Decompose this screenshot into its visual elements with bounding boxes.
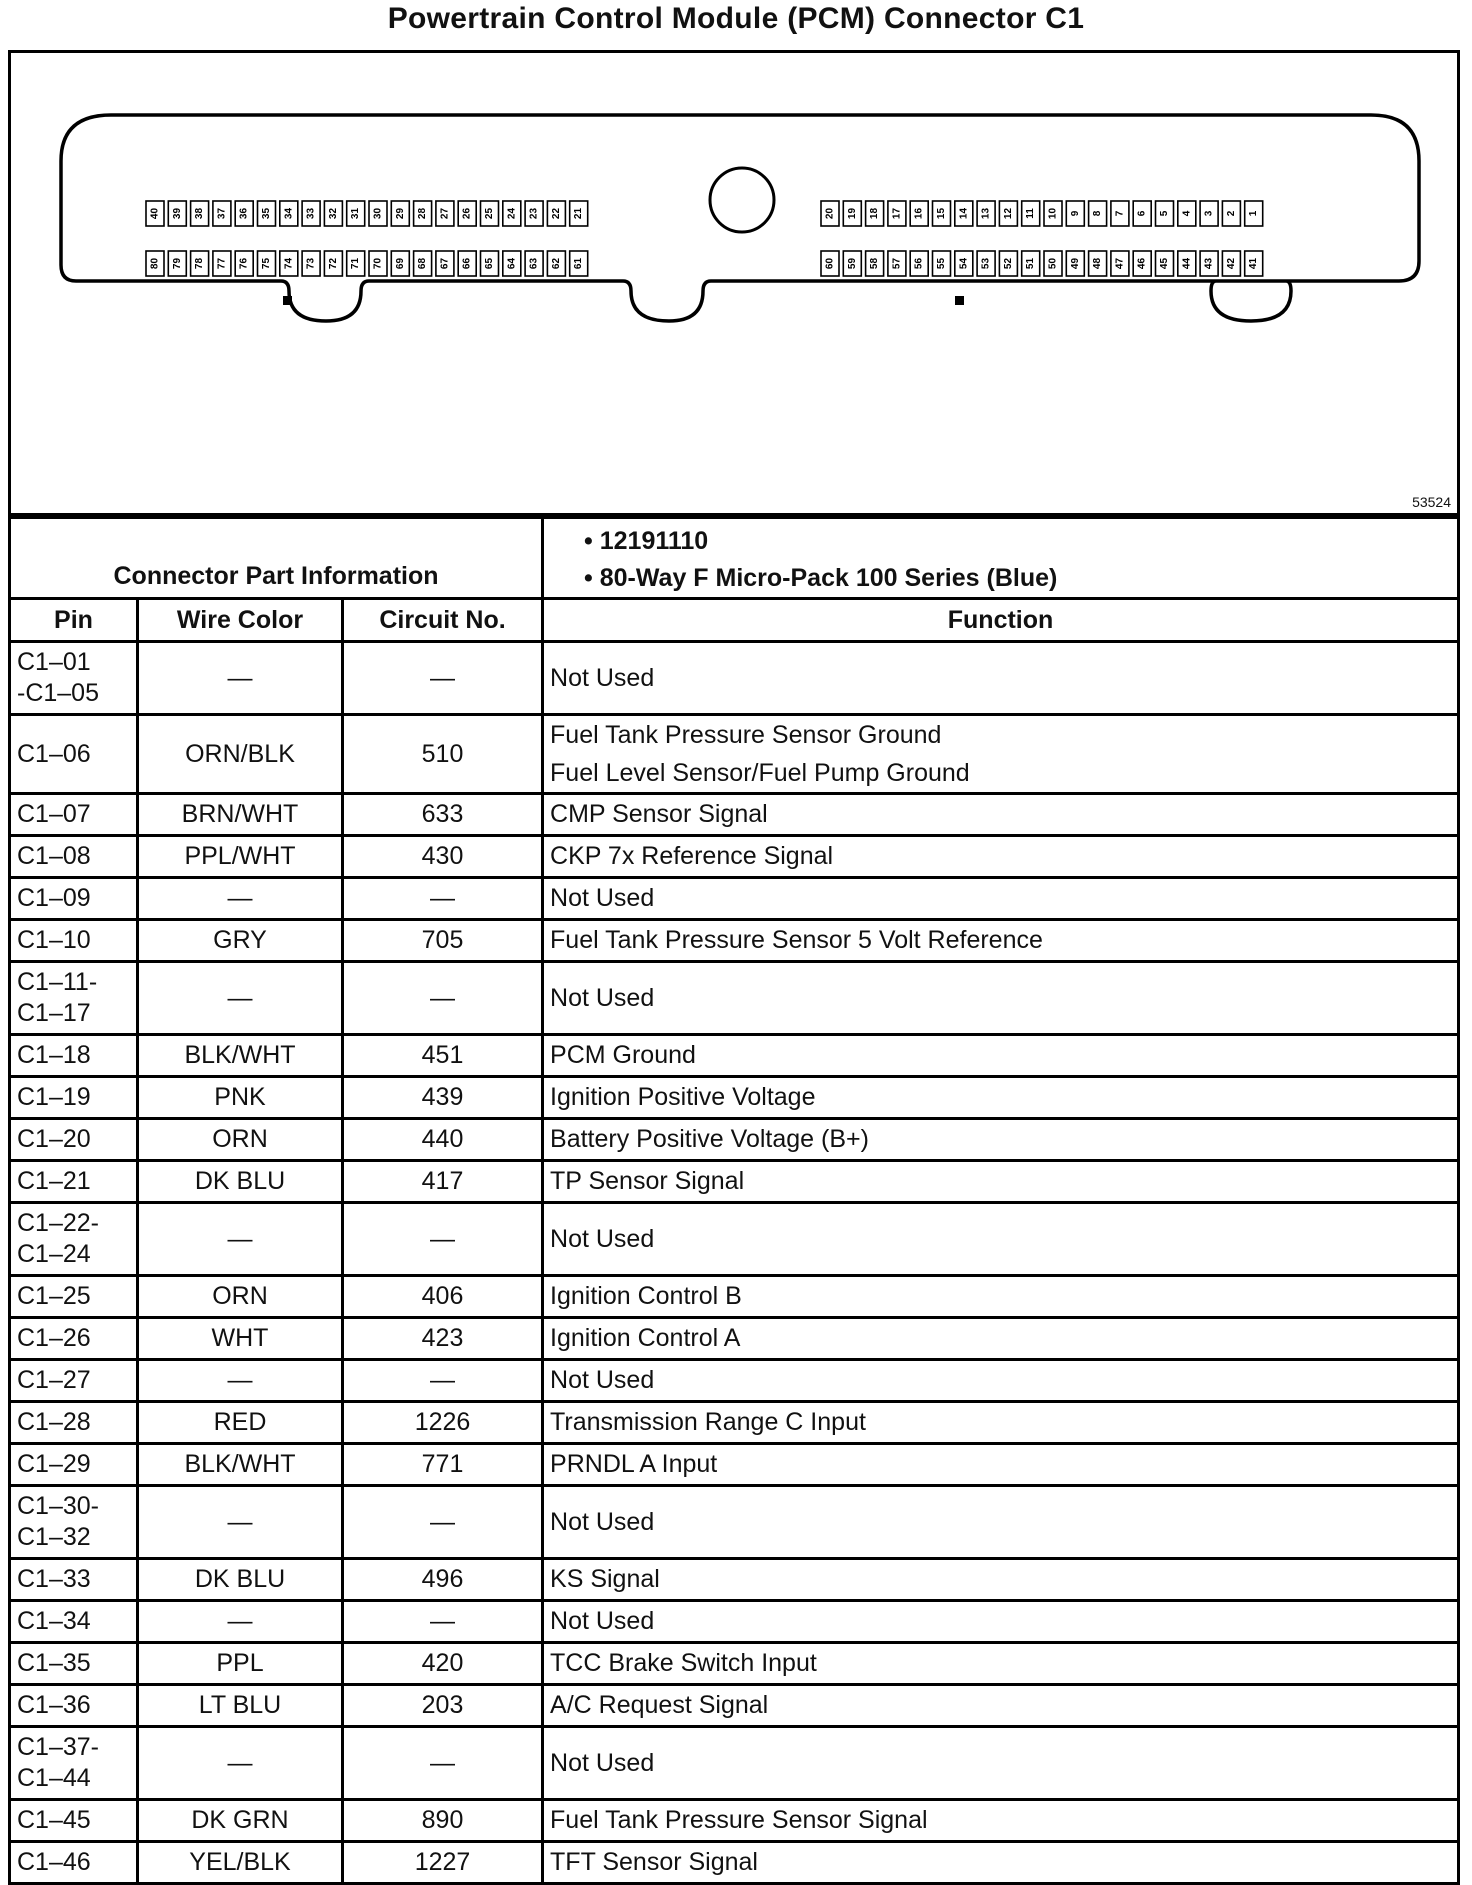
circuit-no-cell: 417 <box>343 1161 543 1203</box>
table-row <box>10 1486 1459 1559</box>
pin-cell <box>10 1077 138 1119</box>
pin-number: 64 <box>506 257 518 270</box>
table-row <box>10 642 1459 715</box>
function-line: Ignition Positive Voltage <box>550 1083 816 1111</box>
pin-label: C1–35 <box>17 1649 91 1677</box>
pin-number: 16 <box>913 207 925 220</box>
pin-label: C1–28 <box>17 1408 91 1436</box>
table-row <box>10 1035 1459 1077</box>
pin-cell <box>10 1402 138 1444</box>
pin-number: 26 <box>461 207 473 220</box>
key-mark-right <box>955 296 964 305</box>
pin-number: 41 <box>1248 257 1260 270</box>
pin-number: 38 <box>194 207 206 220</box>
key-mark-left <box>283 296 292 305</box>
function-line: Not Used <box>550 1366 655 1394</box>
pin-number: 70 <box>372 257 384 270</box>
circuit-no-cell: — <box>343 1727 543 1800</box>
pin-label: C1–45 <box>17 1806 91 1834</box>
pin-number: 20 <box>824 207 836 220</box>
pin-label: C1–25 <box>17 1282 91 1310</box>
part-number: • 12191110 <box>584 527 709 555</box>
wire-color-cell: PPL <box>138 1643 343 1685</box>
pin-label: C1–32 <box>17 1523 91 1551</box>
part-description: • 80-Way F Micro-Pack 100 Series (Blue) <box>584 564 1058 592</box>
pin-number: 69 <box>394 257 406 270</box>
pin-number: 48 <box>1092 257 1104 270</box>
wire-color-cell: — <box>138 1360 343 1402</box>
pin-cell <box>10 1486 138 1559</box>
pin-number: 35 <box>261 207 272 220</box>
part-info-list <box>543 518 1459 599</box>
pin-cell <box>10 836 138 878</box>
pin-number: 67 <box>439 257 451 270</box>
function-cell <box>543 1559 1459 1601</box>
pin-number: 77 <box>216 257 228 270</box>
function-line: KS Signal <box>550 1565 660 1593</box>
pin-number: 33 <box>305 207 317 220</box>
circuit-no-cell: 420 <box>343 1643 543 1685</box>
pin-number: 7 <box>1114 210 1126 217</box>
pin-number: 6 <box>1136 210 1148 217</box>
function-line: PCM Ground <box>550 1041 696 1069</box>
pin-cell <box>10 794 138 836</box>
pin-number: 25 <box>484 207 495 220</box>
table-row <box>10 1685 1459 1727</box>
pin-number: 21 <box>573 207 585 220</box>
pin-number: 45 <box>1159 257 1170 270</box>
function-cell <box>543 1842 1459 1884</box>
function-line: Transmission Range C Input <box>550 1408 866 1436</box>
function-line: Battery Positive Voltage (B+) <box>550 1125 869 1153</box>
pin-number: 51 <box>1025 257 1037 270</box>
pin-label: C1–27 <box>17 1366 91 1394</box>
function-cell <box>543 1161 1459 1203</box>
function-cell <box>543 1486 1459 1559</box>
function-line: Not Used <box>550 983 655 1012</box>
pin-table <box>8 516 1460 1885</box>
function-line: Not Used <box>550 663 655 692</box>
function-line: CKP 7x Reference Signal <box>550 842 834 870</box>
circuit-no-cell: 1226 <box>343 1402 543 1444</box>
pin-label: C1–17 <box>17 999 91 1027</box>
pin-cell <box>10 920 138 962</box>
table-row <box>10 878 1459 920</box>
pin-number: 59 <box>846 257 858 270</box>
table-row <box>10 715 1459 794</box>
pin-cell <box>10 1685 138 1727</box>
circuit-no-cell: 439 <box>343 1077 543 1119</box>
pin-number: 13 <box>980 207 992 220</box>
wire-color-cell: — <box>138 962 343 1035</box>
wire-color-cell: BLK/WHT <box>138 1035 343 1077</box>
table-row <box>10 1161 1459 1203</box>
pin-cell <box>10 878 138 920</box>
pin-label: C1–11- <box>17 968 98 996</box>
pin-label: C1–33 <box>17 1565 91 1593</box>
function-cell <box>543 1601 1459 1643</box>
pin-number: 11 <box>1025 208 1037 219</box>
pin-number: 49 <box>1069 257 1081 270</box>
wire-color-cell: GRY <box>138 920 343 962</box>
table-row <box>10 1601 1459 1643</box>
pin-number: 5 <box>1159 210 1170 217</box>
function-line: Not Used <box>550 1607 655 1635</box>
circuit-no-cell: 705 <box>343 920 543 962</box>
header-circuit-no: Circuit No. <box>343 599 543 642</box>
pin-number: 37 <box>216 207 228 220</box>
pin-cell <box>10 1800 138 1842</box>
pin-number: 39 <box>171 207 183 220</box>
table-row <box>10 1119 1459 1161</box>
pin-number: 42 <box>1225 257 1237 270</box>
pin-cell <box>10 1842 138 1884</box>
pin-cell <box>10 1643 138 1685</box>
pin-label: C1–36 <box>17 1691 91 1719</box>
table-row <box>10 1800 1459 1842</box>
pin-number: 50 <box>1047 257 1059 270</box>
pin-number: 74 <box>283 257 295 270</box>
wire-color-cell: WHT <box>138 1318 343 1360</box>
circuit-no-cell: 890 <box>343 1800 543 1842</box>
wire-color-cell: DK GRN <box>138 1800 343 1842</box>
function-line: Not Used <box>550 884 655 912</box>
table-row <box>10 1360 1459 1402</box>
wire-color-cell: YEL/BLK <box>138 1842 343 1884</box>
circuit-no-cell: — <box>343 962 543 1035</box>
circuit-no-cell: 430 <box>343 836 543 878</box>
function-line: A/C Request Signal <box>550 1691 769 1719</box>
table-row <box>10 1842 1459 1884</box>
pin-number: 14 <box>958 207 970 220</box>
wire-color-cell: — <box>138 642 343 715</box>
pin-cell <box>10 1318 138 1360</box>
pin-label: C1–24 <box>17 1240 91 1268</box>
function-line: TCC Brake Switch Input <box>550 1649 817 1677</box>
pin-number: 29 <box>394 207 406 220</box>
pin-number: 72 <box>327 257 339 270</box>
pin-number: 55 <box>936 257 947 270</box>
circuit-no-cell: — <box>343 1601 543 1643</box>
pin-label: C1–10 <box>17 926 91 954</box>
function-cell <box>543 1276 1459 1318</box>
wire-color-cell: ORN <box>138 1119 343 1161</box>
table-row <box>10 1276 1459 1318</box>
pin-number: 44 <box>1181 257 1193 270</box>
pin-cell <box>10 1559 138 1601</box>
wire-color-cell: — <box>138 878 343 920</box>
pin-cell <box>10 1601 138 1643</box>
wire-color-cell: ORN <box>138 1276 343 1318</box>
pin-number: 61 <box>573 257 585 270</box>
pin-number: 62 <box>550 257 562 270</box>
function-cell <box>543 1318 1459 1360</box>
pin-number: 1 <box>1248 210 1260 217</box>
pin-label: C1–09 <box>17 884 91 912</box>
function-cell <box>543 1402 1459 1444</box>
pin-number: 18 <box>869 207 881 220</box>
header-pin: Pin <box>10 599 138 642</box>
pin-cell <box>10 715 138 794</box>
pin-cell <box>10 642 138 715</box>
pin-number: 46 <box>1136 257 1148 270</box>
pin-number: 32 <box>327 207 339 220</box>
pin-number: 68 <box>417 257 429 270</box>
table-row <box>10 794 1459 836</box>
pin-label: C1–26 <box>17 1324 91 1352</box>
pin-number: 2 <box>1225 210 1237 217</box>
pin-number: 3 <box>1203 210 1215 217</box>
function-cell <box>543 878 1459 920</box>
pin-label: C1–34 <box>17 1607 91 1635</box>
pin-cell <box>10 962 138 1035</box>
circuit-no-cell: — <box>343 1203 543 1276</box>
pin-number: 47 <box>1114 257 1126 270</box>
function-line: Not Used <box>550 1748 655 1777</box>
pin-number: 15 <box>936 207 947 220</box>
pin-label: C1–20 <box>17 1125 91 1153</box>
pin-number: 54 <box>958 257 970 270</box>
function-cell <box>543 920 1459 962</box>
pin-number: 78 <box>194 257 206 270</box>
table-row <box>10 1559 1459 1601</box>
circuit-no-cell: 496 <box>343 1559 543 1601</box>
connector-outline <box>11 53 1457 513</box>
part-info-row <box>10 518 1459 599</box>
table-row <box>10 1077 1459 1119</box>
wire-color-cell: PNK <box>138 1077 343 1119</box>
circuit-no-cell: 423 <box>343 1318 543 1360</box>
header-wire-color: Wire Color <box>138 599 343 642</box>
circuit-no-cell: 633 <box>343 794 543 836</box>
pin-number: 65 <box>484 257 495 270</box>
connector-diagram <box>8 50 1460 516</box>
pin-cell <box>10 1035 138 1077</box>
function-cell <box>543 1727 1459 1800</box>
wire-color-cell: BRN/WHT <box>138 794 343 836</box>
pin-label: -C1–05 <box>17 679 99 707</box>
pin-number: 23 <box>528 207 540 220</box>
function-line: TFT Sensor Signal <box>550 1848 758 1876</box>
pin-number: 12 <box>1002 207 1014 220</box>
pin-number: 36 <box>238 207 250 220</box>
circuit-no-cell: 771 <box>343 1444 543 1486</box>
pin-number: 58 <box>869 257 881 270</box>
pin-cell <box>10 1203 138 1276</box>
table-row <box>10 920 1459 962</box>
pin-number: 24 <box>506 207 518 220</box>
circuit-no-cell: 440 <box>343 1119 543 1161</box>
table-row <box>10 1727 1459 1800</box>
pin-label: C1–18 <box>17 1041 91 1069</box>
function-line: Fuel Level Sensor/Fuel Pump Ground <box>550 759 970 787</box>
circuit-no-cell: 406 <box>343 1276 543 1318</box>
wire-color-cell: LT BLU <box>138 1685 343 1727</box>
pin-number: 63 <box>528 257 540 270</box>
pin-number: 22 <box>550 207 562 220</box>
function-cell <box>543 1800 1459 1842</box>
figure-id: 53524 <box>1412 494 1451 510</box>
pin-number: 73 <box>305 257 317 270</box>
pin-label: C1–19 <box>17 1083 91 1111</box>
pin-number: 57 <box>891 257 903 270</box>
function-line: Fuel Tank Pressure Sensor Ground <box>550 721 942 749</box>
table-row <box>10 836 1459 878</box>
pin-label: C1–30- <box>17 1492 99 1520</box>
wire-color-cell: — <box>138 1727 343 1800</box>
pin-number: 31 <box>350 207 362 220</box>
function-cell <box>543 1444 1459 1486</box>
function-cell <box>543 836 1459 878</box>
wire-color-cell: — <box>138 1486 343 1559</box>
pin-number: 71 <box>350 257 362 270</box>
pin-number: 66 <box>461 257 473 270</box>
pin-number: 10 <box>1047 207 1059 220</box>
pin-label: C1–08 <box>17 842 91 870</box>
pin-number: 28 <box>417 207 429 220</box>
function-line: Not Used <box>550 1224 655 1253</box>
function-cell <box>543 1077 1459 1119</box>
pin-label: C1–37- <box>17 1733 99 1761</box>
pin-number: 80 <box>149 257 161 270</box>
circuit-no-cell: 451 <box>343 1035 543 1077</box>
pin-cell <box>10 1444 138 1486</box>
pin-number: 56 <box>913 257 925 270</box>
pin-number: 30 <box>372 207 384 220</box>
function-line: TP Sensor Signal <box>550 1167 745 1195</box>
function-cell <box>543 1685 1459 1727</box>
wire-color-cell: RED <box>138 1402 343 1444</box>
wire-color-cell: PPL/WHT <box>138 836 343 878</box>
function-line: Ignition Control B <box>550 1282 742 1310</box>
function-line: Ignition Control A <box>550 1324 741 1352</box>
pin-cell <box>10 1161 138 1203</box>
function-line: Not Used <box>550 1507 655 1536</box>
header-row <box>10 599 1459 642</box>
function-line: CMP Sensor Signal <box>550 800 768 828</box>
pin-cell <box>10 1360 138 1402</box>
pin-number: 34 <box>283 207 295 220</box>
function-cell <box>543 1119 1459 1161</box>
wire-color-cell: — <box>138 1601 343 1643</box>
table-row <box>10 962 1459 1035</box>
function-cell <box>543 794 1459 836</box>
function-cell <box>543 1360 1459 1402</box>
function-line: PRNDL A Input <box>550 1450 718 1478</box>
pin-number: 53 <box>980 257 992 270</box>
pin-label: C1–22- <box>17 1209 99 1237</box>
pin-label: C1–21 <box>17 1167 91 1195</box>
part-info-label: Connector Part Information <box>10 518 543 599</box>
pin-number: 52 <box>1002 257 1014 270</box>
pin-label: C1–29 <box>17 1450 91 1478</box>
wire-color-cell: BLK/WHT <box>138 1444 343 1486</box>
wire-color-cell: DK BLU <box>138 1559 343 1601</box>
circuit-no-cell: — <box>343 642 543 715</box>
circuit-no-cell: — <box>343 1360 543 1402</box>
wire-color-cell: DK BLU <box>138 1161 343 1203</box>
table-row <box>10 1643 1459 1685</box>
pin-label: C1–44 <box>17 1764 91 1792</box>
pin-number: 79 <box>171 257 183 270</box>
pin-number: 40 <box>149 207 161 220</box>
function-cell <box>543 1035 1459 1077</box>
function-line: Fuel Tank Pressure Sensor Signal <box>550 1806 928 1834</box>
circuit-no-cell: — <box>343 1486 543 1559</box>
pin-number: 27 <box>439 207 451 220</box>
pin-label: C1–46 <box>17 1848 91 1876</box>
function-cell <box>543 962 1459 1035</box>
function-cell <box>543 715 1459 794</box>
pin-label: C1–06 <box>17 739 91 768</box>
pin-label: C1–01 <box>17 648 91 676</box>
pin-number: 43 <box>1203 257 1215 270</box>
table-row <box>10 1318 1459 1360</box>
table-row <box>10 1203 1459 1276</box>
pin-cell <box>10 1276 138 1318</box>
pin-number: 19 <box>846 207 858 220</box>
pin-number: 75 <box>261 257 272 270</box>
pin-number: 60 <box>824 257 836 270</box>
wire-color-cell: ORN/BLK <box>138 715 343 794</box>
circuit-no-cell: — <box>343 878 543 920</box>
table-row <box>10 1444 1459 1486</box>
pin-label: C1–07 <box>17 800 91 828</box>
page-title: Powertrain Control Module (PCM) Connector C1 <box>387 2 1085 35</box>
function-line: Fuel Tank Pressure Sensor 5 Volt Reference <box>550 926 1043 954</box>
pin-number: 76 <box>238 257 250 270</box>
header-function: Function <box>543 599 1459 642</box>
pin-cell <box>10 1119 138 1161</box>
function-cell <box>543 1203 1459 1276</box>
pin-cell <box>10 1727 138 1800</box>
pin-number: 9 <box>1069 210 1081 217</box>
wire-color-cell: — <box>138 1203 343 1276</box>
pin-number: 17 <box>891 207 903 220</box>
pin-number: 4 <box>1181 210 1193 217</box>
function-cell <box>543 642 1459 715</box>
table-row <box>10 1402 1459 1444</box>
pin-number: 8 <box>1092 210 1104 217</box>
function-cell <box>543 1643 1459 1685</box>
circuit-no-cell: 510 <box>343 715 543 794</box>
center-bolt-hole <box>710 168 774 232</box>
circuit-no-cell: 203 <box>343 1685 543 1727</box>
circuit-no-cell: 1227 <box>343 1842 543 1884</box>
